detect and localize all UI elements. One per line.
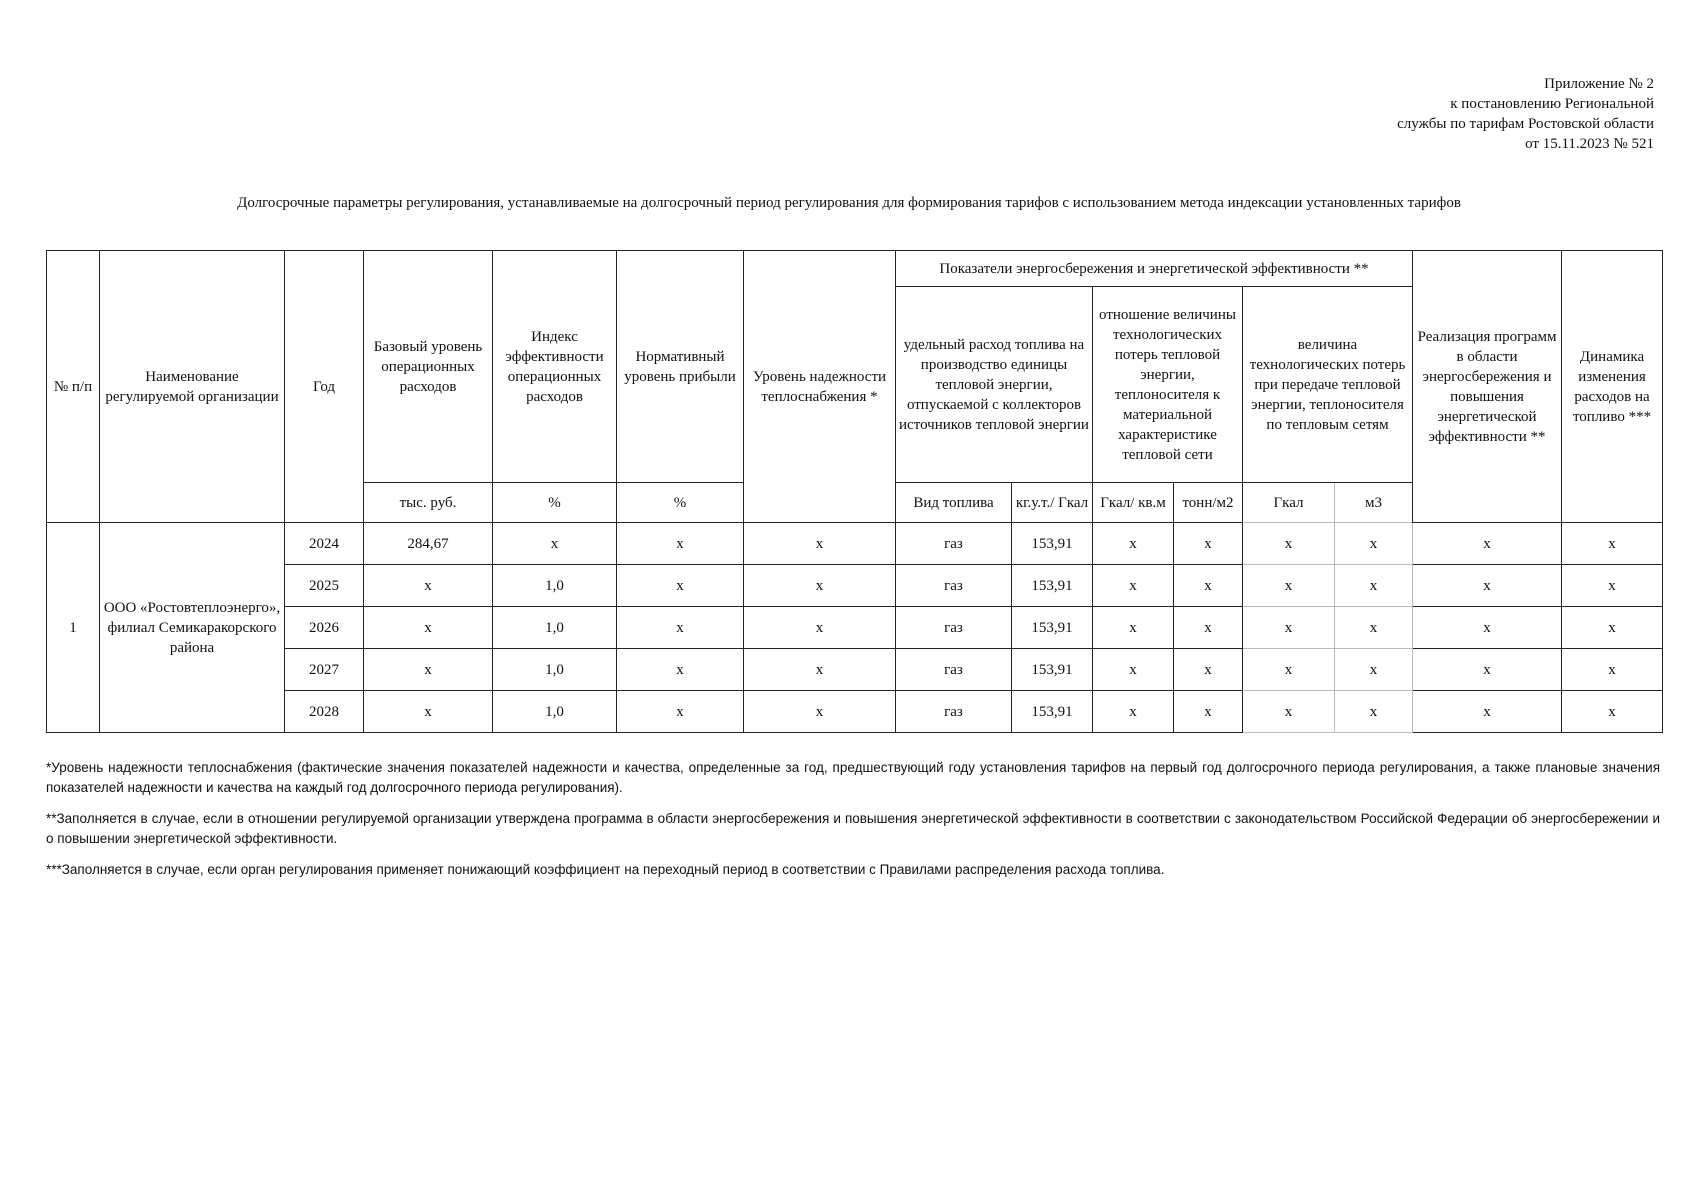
unit-index: % [493, 483, 617, 523]
cell-profit: х [617, 607, 744, 649]
header-program: Реализация программ в области энергосбережения и повышения энергетической эффективности ** [1413, 251, 1562, 523]
cell-program: х [1413, 691, 1562, 733]
footnote-fuel-dynamics: ***Заполняется в случае, если орган регулирования применяет понижающий коэффициент на переходный период в соответствии с Правилами распределения расхода топлива. [46, 862, 1165, 877]
cell-base: х [364, 607, 493, 649]
org-number: 1 [47, 523, 100, 733]
unit-loss-m3: м3 [1335, 483, 1413, 523]
cell-program: х [1413, 523, 1562, 565]
cell-year: 2027 [285, 649, 364, 691]
cell-ratio-gcal: х [1093, 565, 1174, 607]
header-num: № п/п [47, 251, 100, 523]
header-efficiency-index: Индекс эффективности операционных расходов [493, 251, 617, 483]
document-title: Долгосрочные параметры регулирования, устанавливаемые на долгосрочный период регулирования для формирования тарифов с использованием метода индексации установленных тарифов [237, 195, 1461, 211]
cell-ratio-gcal: х [1093, 523, 1174, 565]
cell-ratio-gcal: х [1093, 649, 1174, 691]
table-row [47, 607, 1663, 649]
cell-fuel-type: газ [896, 607, 1012, 649]
cell-dynamics: х [1562, 691, 1663, 733]
header-energy-group: Показатели энергосбережения и энергетической эффективности ** [896, 251, 1413, 287]
unit-loss-gcal: Гкал [1243, 483, 1335, 523]
cell-dynamics: х [1562, 565, 1663, 607]
cell-base: 284,67 [364, 523, 493, 565]
header-profit: Нормативный уровень прибыли [617, 251, 744, 483]
cell-profit: х [617, 691, 744, 733]
cell-dynamics: х [1562, 649, 1663, 691]
cell-ratio-gcal: х [1093, 691, 1174, 733]
cell-loss-gcal: х [1243, 649, 1335, 691]
cell-fuel-value: 153,91 [1012, 691, 1093, 733]
cell-reliability: х [744, 607, 896, 649]
cell-loss-m3: х [1335, 565, 1413, 607]
header-fuel-consumption: удельный расход топлива на производство единицы тепловой энергии, отпускаемой с коллекторов источников тепловой энергии [896, 287, 1093, 483]
cell-loss-gcal: х [1243, 691, 1335, 733]
cell-reliability: х [744, 523, 896, 565]
table-row [47, 523, 1663, 565]
header-row-1 [47, 251, 1663, 287]
cell-index: 1,0 [493, 565, 617, 607]
unit-ratio-gcal: Гкал/ кв.м [1093, 483, 1174, 523]
header-loss-ratio: отношение величины технологических потерь тепловой энергии, теплоносителя к материальной характеристике тепловой сети [1093, 287, 1243, 483]
cell-base: х [364, 649, 493, 691]
cell-year: 2028 [285, 691, 364, 733]
cell-loss-gcal: х [1243, 565, 1335, 607]
cell-ratio-ton: х [1174, 691, 1243, 733]
cell-ratio-gcal: х [1093, 607, 1174, 649]
appendix-number: Приложение № 2 [1544, 76, 1654, 92]
cell-fuel-value: 153,91 [1012, 649, 1093, 691]
footnotes [46, 758, 1660, 891]
unit-ratio-ton: тонн/м2 [1174, 483, 1243, 523]
cell-fuel-value: 153,91 [1012, 607, 1093, 649]
cell-program: х [1413, 649, 1562, 691]
cell-dynamics: х [1562, 607, 1663, 649]
cell-ratio-ton: х [1174, 523, 1243, 565]
cell-ratio-ton: х [1174, 649, 1243, 691]
cell-fuel-type: газ [896, 649, 1012, 691]
table-row [47, 565, 1663, 607]
unit-profit: % [617, 483, 744, 523]
header-base-cost: Базовый уровень операционных расходов [364, 251, 493, 483]
cell-index: х [493, 523, 617, 565]
header-year: Год [285, 251, 364, 523]
header-org: Наименование регулируемой организации [100, 251, 285, 523]
cell-loss-m3: х [1335, 649, 1413, 691]
cell-year: 2024 [285, 523, 364, 565]
cell-loss-m3: х [1335, 607, 1413, 649]
cell-base: х [364, 691, 493, 733]
appendix-header [1397, 74, 1654, 154]
cell-ratio-ton: х [1174, 565, 1243, 607]
cell-dynamics: х [1562, 523, 1663, 565]
cell-index: 1,0 [493, 649, 617, 691]
cell-reliability: х [744, 565, 896, 607]
footnote-reliability: *Уровень надежности теплоснабжения (фактические значения показателей надежности и качества, определенные за год, предшествующий году установления тарифов на первый год долгосрочного периода регулирования, а также плановые значения показателей надежности и качества на каждый год долгосрочного периода регулирования). [46, 760, 1660, 795]
cell-reliability: х [744, 691, 896, 733]
cell-year: 2026 [285, 607, 364, 649]
cell-profit: х [617, 565, 744, 607]
appendix-ref-line-2: службы по тарифам Ростовской области [1397, 116, 1654, 132]
cell-fuel-type: газ [896, 691, 1012, 733]
cell-profit: х [617, 523, 744, 565]
cell-profit: х [617, 649, 744, 691]
cell-loss-gcal: х [1243, 607, 1335, 649]
appendix-ref-line-1: к постановлению Региональной [1450, 96, 1654, 112]
unit-fuel: кг.у.т./ Гкал [1012, 483, 1093, 523]
cell-reliability: х [744, 649, 896, 691]
cell-index: 1,0 [493, 691, 617, 733]
cell-ratio-ton: х [1174, 607, 1243, 649]
org-name: ООО «Ростовтеплоэнерго», филиал Семикаракорского района [100, 523, 285, 733]
unit-base: тыс. руб. [364, 483, 493, 523]
footnote-energy-program: **Заполняется в случае, если в отношении регулируемой организации утверждена программа в области энергосбережения и повышения энергетической эффективности в соответствии с законодательством Российской Федерации об энергосбережении и о повышении энергетической эффективности. [46, 811, 1660, 846]
table-row [47, 649, 1663, 691]
cell-loss-m3: х [1335, 691, 1413, 733]
cell-fuel-value: 153,91 [1012, 565, 1093, 607]
cell-loss-m3: х [1335, 523, 1413, 565]
cell-index: 1,0 [493, 607, 617, 649]
header-fuel-dynamics: Динамика изменения расходов на топливо *** [1562, 251, 1663, 523]
cell-program: х [1413, 607, 1562, 649]
header-reliability: Уровень надежности теплоснабжения * [744, 251, 896, 523]
table-row [47, 691, 1663, 733]
cell-program: х [1413, 565, 1562, 607]
cell-loss-gcal: х [1243, 523, 1335, 565]
header-tech-losses: величина технологических потерь при передаче тепловой энергии, теплоносителя по тепловым сетям [1243, 287, 1413, 483]
cell-year: 2025 [285, 565, 364, 607]
cell-fuel-value: 153,91 [1012, 523, 1093, 565]
cell-base: х [364, 565, 493, 607]
appendix-date: от 15.11.2023 № 521 [1525, 136, 1654, 152]
parameters-table [46, 250, 1663, 733]
cell-fuel-type: газ [896, 565, 1012, 607]
unit-fuel-type: Вид топлива [896, 483, 1012, 523]
cell-fuel-type: газ [896, 523, 1012, 565]
